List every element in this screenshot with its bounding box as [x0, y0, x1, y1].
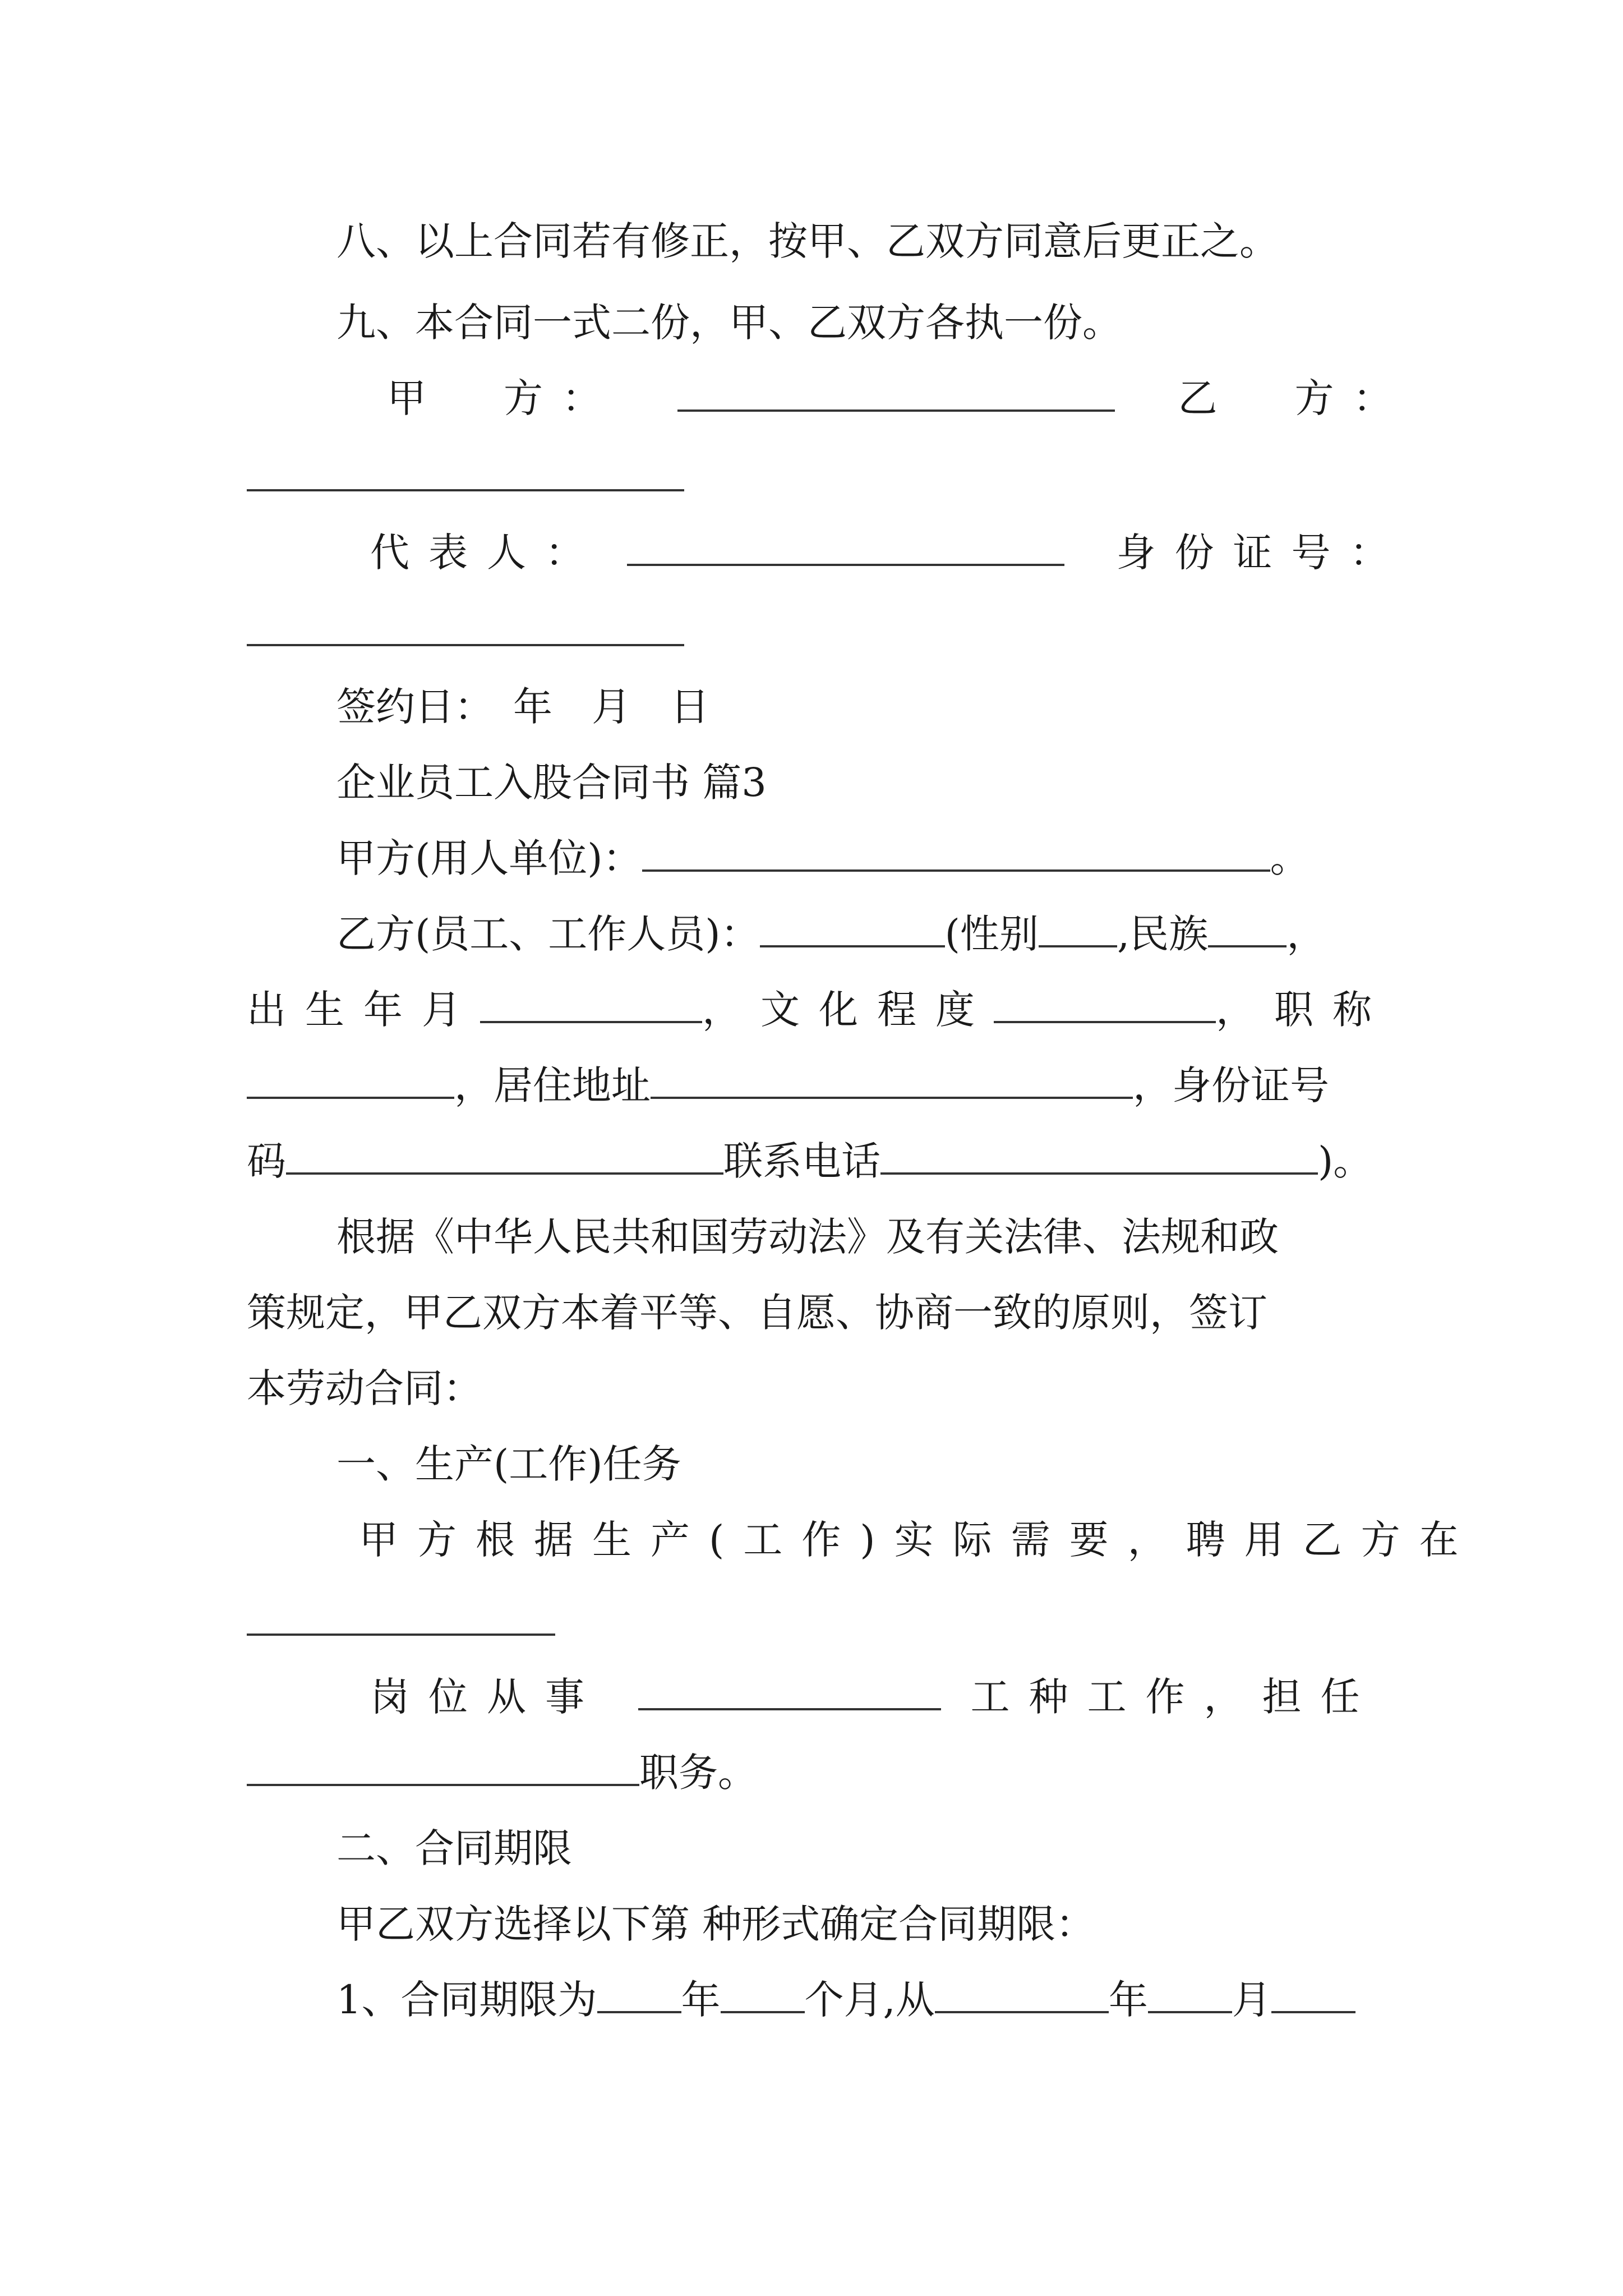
- clause-8: 八、以上合同若有修正，按甲、乙双方同意后更正之。: [336, 218, 1279, 264]
- start-day-blank: [1271, 1966, 1355, 2013]
- clause-1-duty-line: [247, 1733, 1391, 1812]
- start-year-label: 年: [1108, 1977, 1148, 2023]
- term-year-label: 年: [681, 1977, 721, 2023]
- employee-line-1: [336, 895, 1391, 973]
- gender-blank: [1039, 900, 1117, 947]
- employee-name-blank: [760, 900, 945, 947]
- party-b-blank: [247, 489, 684, 491]
- party-a-blank: [677, 365, 1115, 412]
- address-blank: [651, 1052, 1133, 1099]
- title-label: ，职称: [1216, 987, 1391, 1033]
- id-label-end: 码: [247, 1138, 286, 1184]
- start-month-blank: [1148, 1966, 1232, 2013]
- term-years-blank: [597, 1966, 681, 2013]
- clause-1-text-content: 甲方根据生产(工作)实际需要，聘用乙方在: [359, 1517, 1478, 1563]
- ethnicity-label: ,民族: [1117, 911, 1209, 957]
- ethnicity-blank: [1208, 900, 1287, 947]
- address-label: ，居住地址: [454, 1062, 651, 1108]
- ethnicity-comma: ，: [1287, 911, 1326, 957]
- clause-2-title: 二、合同期限: [336, 1825, 572, 1871]
- preamble-line-1: 根据《中华人民共和国劳动法》及有关法律、法规和政: [336, 1214, 1279, 1260]
- party-b-label: 乙 方：: [1178, 375, 1412, 421]
- birth-blank: [480, 976, 702, 1023]
- gender-label: (性别: [944, 911, 1039, 957]
- employer-line: [336, 819, 1391, 898]
- clause-1-post-line: [370, 1658, 1391, 1736]
- post-location-blank: [247, 1634, 555, 1636]
- birth-label: 出生年月: [247, 987, 480, 1033]
- representative-label: 代表人：: [370, 530, 603, 576]
- preamble-line-2: 策规定，甲乙双方本着平等、自愿、协商一致的原则，签订: [247, 1290, 1267, 1336]
- education-blank: [994, 976, 1216, 1023]
- post-blank: [638, 1663, 941, 1710]
- id-number-blank: [247, 644, 684, 646]
- preamble-line-3: 本劳动合同：: [247, 1365, 482, 1411]
- term-1-prefix: 1、合同期限为: [336, 1977, 597, 2023]
- term-1-line: [336, 1961, 1391, 2039]
- signature-row-rep: [370, 513, 1408, 592]
- id-label: ，身份证号: [1133, 1062, 1329, 1108]
- section-title: 企业员工入股合同书 篇3: [336, 760, 767, 806]
- employer-end: 。: [1270, 835, 1310, 881]
- duty-label: 职务。: [639, 1750, 757, 1796]
- employee-label: 乙方(员工、工作人员)：: [336, 911, 760, 957]
- term-month-label: 个月,从: [804, 1977, 935, 2023]
- start-year-blank: [935, 1966, 1109, 2013]
- signature-row-parties: [387, 359, 1412, 438]
- clause-1-text: [359, 1501, 1478, 1579]
- phone-label: 联系电话: [723, 1138, 880, 1184]
- clause-2-choose: 甲乙双方选择以下第 种形式确定合同期限：: [336, 1901, 1095, 1947]
- clause-9: 九、本合同一式二份，甲、乙双方各执一份。: [336, 300, 1122, 346]
- employee-close: )。: [1318, 1138, 1373, 1184]
- phone-blank: [880, 1128, 1318, 1175]
- signing-date: 签约日： 年 月 日: [336, 684, 709, 730]
- employee-line-2: [247, 970, 1391, 1049]
- employee-line-4: [247, 1122, 1391, 1200]
- work-label: 工种工作，担任: [970, 1674, 1379, 1720]
- id-blank: [286, 1128, 723, 1175]
- representative-blank: [627, 519, 1064, 566]
- employer-blank: [642, 825, 1270, 872]
- clause-1-title: 一、生产(工作)任务: [336, 1441, 681, 1487]
- party-a-label: 甲 方：: [387, 375, 620, 421]
- employee-line-3: [247, 1046, 1391, 1125]
- id-number-label: 身份证号：: [1116, 530, 1408, 576]
- term-months-blank: [721, 1966, 805, 2013]
- post-label: 岗位从事: [370, 1674, 603, 1720]
- duty-blank: [247, 1739, 639, 1786]
- title-blank: [247, 1052, 454, 1099]
- employer-label: 甲方(用人单位)：: [336, 835, 642, 881]
- education-label: ，文化程度: [702, 987, 994, 1033]
- start-month-label: 月: [1232, 1977, 1271, 2023]
